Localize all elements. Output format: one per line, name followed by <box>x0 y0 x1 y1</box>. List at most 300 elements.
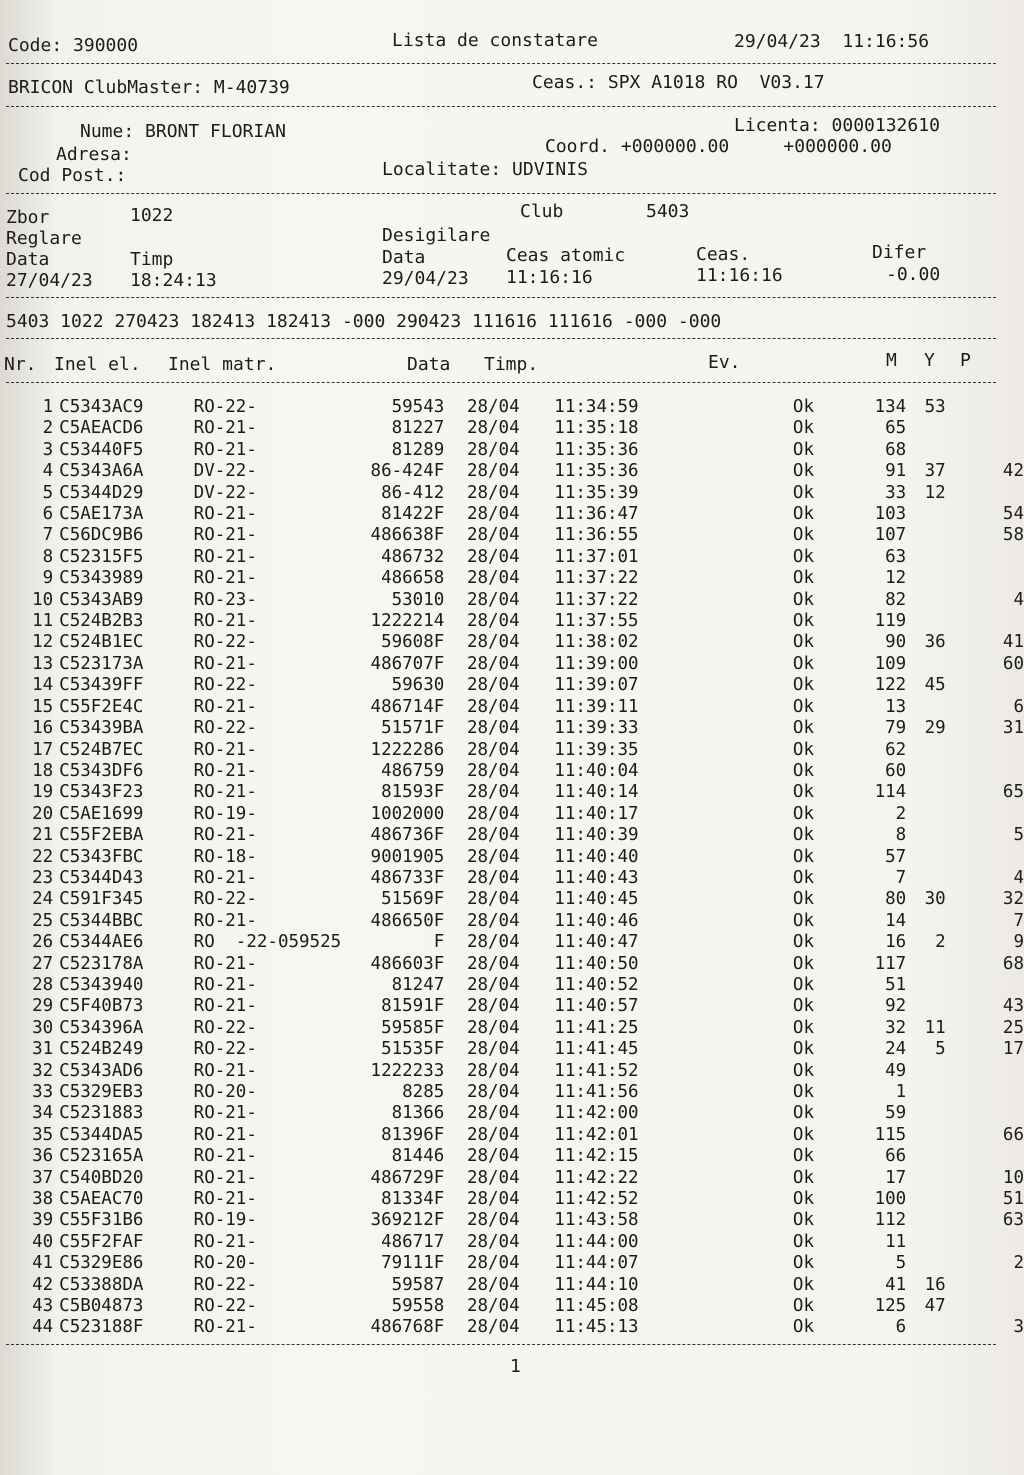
cell-el: C524B249 <box>59 1039 144 1060</box>
cell-el: C5344BBC <box>59 910 144 931</box>
cell-m: 33 <box>885 482 907 503</box>
cell-tm: 11:42:52 <box>554 1189 639 1210</box>
cell-el: C5343AD6 <box>59 1060 144 1081</box>
cell-dt: 28/04 <box>466 1231 520 1252</box>
desigilare-label: Desigilare <box>382 225 491 246</box>
table-row <box>4 782 1024 803</box>
cell-p: 63 <box>1002 1210 1024 1231</box>
cell-dt: 28/04 <box>466 589 520 610</box>
cell-ma: RO-20- <box>193 1253 257 1274</box>
cell-y: 36 <box>924 632 946 653</box>
cell-ev: Ok <box>792 889 814 910</box>
cell-el: C5343940 <box>59 974 144 995</box>
report-datetime: 29/04/23 11:16:56 <box>734 31 930 52</box>
cell-dt: 28/04 <box>466 867 520 888</box>
separator <box>6 338 996 339</box>
cell-m: 68 <box>885 439 907 460</box>
cell-tm: 11:35:36 <box>554 439 639 460</box>
cell-dt: 28/04 <box>466 910 520 931</box>
cell-nr: 23 <box>32 867 54 888</box>
table-row <box>4 996 1024 1017</box>
cell-dt: 28/04 <box>466 504 520 525</box>
cell-nr: 18 <box>32 760 54 781</box>
cell-el: C52315F5 <box>59 546 144 567</box>
cell-dt: 28/04 <box>466 418 520 439</box>
cell-tm: 11:37:22 <box>554 568 639 589</box>
cell-ma: RO-21- <box>193 439 257 460</box>
flight-label: Zbor <box>6 207 50 228</box>
cell-m: 41 <box>885 1274 907 1295</box>
cell-ev: Ok <box>792 803 814 824</box>
cell-el: C5343AC9 <box>59 397 144 417</box>
cell-ma: RO-21- <box>193 782 257 803</box>
cell-ev: Ok <box>792 739 814 760</box>
cell-dt: 28/04 <box>466 932 520 953</box>
cell-p <box>946 975 1024 996</box>
cell-p: 3 <box>1013 1317 1024 1338</box>
col-m: M <box>886 350 897 371</box>
cell-ev: Ok <box>792 611 814 632</box>
separator <box>6 382 996 383</box>
cell-tm: 11:37:55 <box>554 611 639 632</box>
cell-tm: 11:40:39 <box>554 825 639 846</box>
locality: Localitate: UDVINIS <box>382 159 588 180</box>
cell-ma: RO-22- <box>193 632 257 653</box>
cell-dt: 28/04 <box>466 1189 520 1210</box>
cell-tm: 11:40:52 <box>554 974 639 995</box>
cell-y <box>906 954 945 975</box>
table-row <box>4 740 1024 761</box>
cell-m: 13 <box>885 696 907 717</box>
cell-dt: 28/04 <box>466 1124 520 1145</box>
cell-el: C5344AE6 <box>59 932 144 953</box>
cell-el: C55F2EBA <box>59 825 144 846</box>
cell-ev: Ok <box>792 910 814 931</box>
cell-y: 2 <box>935 932 946 953</box>
cell-ma: RO-22- <box>193 1274 257 1295</box>
cell-m: 14 <box>885 910 907 931</box>
cell-ma: RO-19- <box>193 803 257 824</box>
cell-ma: RO-21- <box>193 760 257 781</box>
cell-tm: 11:36:55 <box>554 525 639 546</box>
cell-tm: 11:34:59 <box>554 397 639 417</box>
reglare-date-label: Data <box>6 249 50 270</box>
cell-tm: 11:40:46 <box>554 910 639 931</box>
cell-dt: 28/04 <box>466 482 520 503</box>
cell-nr: 7 <box>42 525 54 546</box>
cell-el: C5AE173A <box>59 504 144 525</box>
cell-ma: RO-21- <box>193 1124 257 1145</box>
cell-m: 115 <box>874 1124 907 1145</box>
cell-ma: RO-22- <box>193 1039 257 1060</box>
cell-p: 32 <box>1002 889 1024 910</box>
cell-ev: Ok <box>792 1274 814 1295</box>
cell-p: 54 <box>1002 504 1024 525</box>
cell-m: 11 <box>885 1231 907 1252</box>
cell-ma: RO-22- <box>193 889 257 910</box>
cell-nr: 44 <box>32 1317 54 1338</box>
owner-name: Nume: BRONT FLORIAN <box>80 121 286 142</box>
table-row <box>4 1103 1024 1124</box>
cell-nr: 20 <box>32 803 54 824</box>
col-nr: Nr. <box>4 354 37 375</box>
table-row <box>4 975 1024 996</box>
cell-p <box>946 804 1024 825</box>
cell-ev: Ok <box>792 1231 814 1252</box>
report-code: Code: 390000 <box>8 35 139 56</box>
cell-ma: RO-21- <box>193 867 257 888</box>
cell-tm: 11:40:40 <box>554 846 639 867</box>
table-row <box>4 911 1024 932</box>
col-inel-el: Inel el. <box>54 354 141 375</box>
cell-nr: 38 <box>32 1189 54 1210</box>
postal-code-label: Cod Post.: <box>18 165 127 186</box>
cell-p <box>946 1103 1024 1124</box>
cell-m: 82 <box>885 589 907 610</box>
col-timp: Timp. <box>484 354 539 375</box>
cell-nr: 41 <box>32 1253 54 1274</box>
cell-y: 11 <box>924 1017 946 1038</box>
cell-nm: 8285 <box>402 1082 445 1102</box>
cell-tm: 11:40:47 <box>554 932 639 953</box>
cell-dt: 28/04 <box>466 1253 520 1274</box>
cell-p <box>946 1296 1024 1317</box>
cell-ma: RO-18- <box>193 846 257 867</box>
cell-ev: Ok <box>792 418 814 439</box>
cell-dt: 28/04 <box>466 611 520 632</box>
cell-ev: Ok <box>792 589 814 610</box>
cell-m: 112 <box>874 1210 907 1231</box>
cell-nr: 5 <box>42 482 54 503</box>
cell-m: 103 <box>874 504 907 525</box>
cell-ma: DV-22- <box>193 482 257 503</box>
reglare-date: 27/04/23 <box>6 270 93 291</box>
cell-p <box>946 740 1024 761</box>
cell-ev: Ok <box>792 1017 814 1038</box>
cell-el: C524B1EC <box>59 632 144 653</box>
cell-y <box>906 1210 945 1231</box>
table-row <box>4 547 1024 568</box>
cell-y <box>906 1082 945 1103</box>
cell-nr: 19 <box>32 782 54 803</box>
cell-m: 62 <box>885 739 907 760</box>
cell-ev: Ok <box>792 1167 814 1188</box>
cell-m: 79 <box>885 718 907 739</box>
cell-ma: RO-21- <box>193 739 257 760</box>
cell-ev: Ok <box>792 1189 814 1210</box>
cell-tm: 11:40:04 <box>554 760 639 781</box>
table-row <box>4 1168 1024 1189</box>
cell-nm: 81593F <box>381 782 445 803</box>
cell-ev: Ok <box>792 504 814 525</box>
cell-nm: 81289 <box>391 439 445 460</box>
cell-dt: 28/04 <box>466 1210 520 1231</box>
cell-y <box>906 975 945 996</box>
cell-p: 4 <box>1013 589 1024 610</box>
cell-tm: 11:36:47 <box>554 504 639 525</box>
reglare-time: 18:24:13 <box>130 270 217 291</box>
cell-el: C5343DF6 <box>59 760 144 781</box>
cell-m: 5 <box>895 1253 907 1274</box>
cell-tm: 11:35:36 <box>554 461 639 482</box>
desig-date-label: Data <box>382 247 426 268</box>
cell-el: C5B04873 <box>59 1296 144 1317</box>
cell-p <box>946 547 1024 568</box>
cell-m: 32 <box>885 1017 907 1038</box>
cell-p: 4 <box>1013 867 1024 888</box>
cell-nr: 10 <box>32 589 54 610</box>
separator <box>6 297 996 298</box>
cell-nr: 3 <box>42 439 54 460</box>
cell-y: 47 <box>924 1296 946 1317</box>
cell-nm: 486707F <box>370 653 445 674</box>
cell-ev: Ok <box>792 461 814 482</box>
difference-value: -0.00 <box>886 264 941 285</box>
cell-ev: Ok <box>792 760 814 781</box>
cell-nm: 51535F <box>381 1039 445 1060</box>
cell-ev: Ok <box>792 675 814 696</box>
cell-nm: 59608F <box>381 632 445 653</box>
cell-nm: 486714F <box>370 696 445 717</box>
table-row <box>4 418 1024 439</box>
cell-ma: RO-21- <box>193 611 257 632</box>
cell-nr: 39 <box>32 1210 54 1231</box>
cell-m: 80 <box>885 889 907 910</box>
table-row <box>4 847 1024 868</box>
cell-dt: 28/04 <box>466 1017 520 1038</box>
cell-p <box>946 675 1024 696</box>
cell-m: 24 <box>885 1039 907 1060</box>
cell-nr: 15 <box>32 696 54 717</box>
atomic-clock-label: Ceas atomic <box>506 245 626 266</box>
cell-p <box>946 418 1024 439</box>
cell-m: 17 <box>885 1167 907 1188</box>
table-row <box>4 1210 1024 1231</box>
cell-ma: RO-21- <box>193 910 257 931</box>
cell-nr: 27 <box>32 953 54 974</box>
cell-dt: 28/04 <box>466 1039 520 1060</box>
table-row <box>4 1317 1024 1338</box>
cell-ma: RO-21- <box>193 525 257 546</box>
cell-nr: 4 <box>42 461 54 482</box>
cell-el: C5329E86 <box>59 1253 144 1274</box>
cell-nr: 31 <box>32 1039 54 1060</box>
cell-ma: RO-21- <box>193 1189 257 1210</box>
cell-nm: 486603F <box>370 953 445 974</box>
cell-nr: 42 <box>32 1274 54 1295</box>
cell-tm: 11:40:45 <box>554 889 639 910</box>
cell-tm: 11:44:00 <box>554 1231 639 1252</box>
cell-nr: 36 <box>32 1146 54 1167</box>
cell-ev: Ok <box>792 546 814 567</box>
cell-el: C5344D29 <box>59 482 144 503</box>
cell-dt: 28/04 <box>466 953 520 974</box>
flight-value: 1022 <box>130 205 174 226</box>
cell-nm: 486650F <box>370 910 445 931</box>
cell-tm: 11:39:33 <box>554 718 639 739</box>
cell-nm: 1222286 <box>370 739 445 760</box>
cell-ma: RO-21- <box>193 1103 257 1124</box>
cell-dt: 28/04 <box>466 1296 520 1317</box>
cell-nm: 486658 <box>381 568 445 589</box>
cell-dt: 28/04 <box>466 1082 520 1102</box>
cell-ma: RO-22- <box>193 1296 257 1317</box>
cell-nr: 30 <box>32 1017 54 1038</box>
cell-el: C5344DA5 <box>59 1124 144 1145</box>
cell-nr: 6 <box>42 504 54 525</box>
cell-ev: Ok <box>792 1210 814 1231</box>
table-row <box>4 632 1024 653</box>
cell-dt: 28/04 <box>466 397 520 417</box>
cell-ma: RO-21- <box>193 418 257 439</box>
cell-nr: 40 <box>32 1231 54 1252</box>
cell-y <box>906 1232 945 1253</box>
desig-date: 29/04/23 <box>382 268 469 289</box>
cell-m: 57 <box>885 846 907 867</box>
cell-p: 41 <box>1002 632 1024 653</box>
table-row <box>4 1189 1024 1210</box>
cell-m: 90 <box>885 632 907 653</box>
cell-tm: 11:39:07 <box>554 675 639 696</box>
table-row <box>4 932 1024 953</box>
cell-y <box>906 1253 945 1274</box>
cell-nr: 25 <box>32 910 54 931</box>
table-row <box>4 1232 1024 1253</box>
cell-tm: 11:42:00 <box>554 1103 639 1124</box>
cell-ma: DV-22- <box>193 461 257 482</box>
cell-dt: 28/04 <box>466 889 520 910</box>
table-row <box>4 397 1024 418</box>
cell-m: 119 <box>874 611 907 632</box>
table-row <box>4 1253 1024 1274</box>
cell-el: C5231883 <box>59 1103 144 1124</box>
cell-ev: Ok <box>792 1082 814 1102</box>
cell-p: 9 <box>1013 932 1024 953</box>
cell-p <box>946 1232 1024 1253</box>
cell-ma: RO-21- <box>193 953 257 974</box>
cell-ma: RO-21- <box>193 1146 257 1167</box>
cell-nm: 59585F <box>381 1017 445 1038</box>
cell-ev: Ok <box>792 1146 814 1167</box>
cell-tm: 11:41:52 <box>554 1060 639 1081</box>
cell-nm: F <box>433 932 445 953</box>
cell-tm: 11:37:22 <box>554 589 639 610</box>
cell-el: C55F31B6 <box>59 1210 144 1231</box>
cell-y <box>906 740 945 761</box>
cell-ma: RO-21- <box>193 825 257 846</box>
cell-dt: 28/04 <box>466 568 520 589</box>
cell-p: 25 <box>1002 1017 1024 1038</box>
cell-p: 68 <box>1002 953 1024 974</box>
cell-m: 12 <box>885 568 907 589</box>
cell-ma: RO-22- <box>193 1017 257 1038</box>
cell-y: 45 <box>924 675 946 696</box>
cell-nr: 22 <box>32 846 54 867</box>
cell-nr: 29 <box>32 996 54 1017</box>
cell-nm: 1222233 <box>370 1060 445 1081</box>
cell-y <box>906 654 945 675</box>
cell-ma: RO-21- <box>193 546 257 567</box>
cell-tm: 11:42:15 <box>554 1146 639 1167</box>
cell-m: 49 <box>885 1060 907 1081</box>
cell-nm: 81422F <box>381 504 445 525</box>
cell-nm: 486768F <box>370 1317 445 1338</box>
cell-ma: RO-21- <box>193 996 257 1017</box>
cell-tm: 11:37:01 <box>554 546 639 567</box>
cell-tm: 11:41:56 <box>554 1082 639 1102</box>
cell-y <box>906 611 945 632</box>
table-row <box>4 611 1024 632</box>
cell-ev: Ok <box>792 525 814 546</box>
table-row <box>4 889 1024 910</box>
cell-y <box>906 590 945 611</box>
cell-p: 43 <box>1002 996 1024 1017</box>
cell-dt: 28/04 <box>466 675 520 696</box>
cell-nr: 9 <box>42 568 54 589</box>
cell-m: 107 <box>874 525 907 546</box>
cell-ma: RO-20- <box>193 1082 257 1102</box>
cell-el: C5AE1699 <box>59 803 144 824</box>
table-row <box>4 825 1024 846</box>
cell-y: 5 <box>935 1039 946 1060</box>
cell-ev: Ok <box>792 1039 814 1060</box>
cell-el: C5AEACD6 <box>59 418 144 439</box>
cell-el: C53388DA <box>59 1274 144 1295</box>
col-y: Y <box>924 350 935 371</box>
cell-el: C5329EB3 <box>59 1082 144 1102</box>
table-row <box>4 1061 1024 1082</box>
cell-y <box>906 547 945 568</box>
cell-tm: 11:39:00 <box>554 653 639 674</box>
cell-el: C534396A <box>59 1017 144 1038</box>
table-row <box>4 1039 1024 1060</box>
cell-m: 65 <box>885 418 907 439</box>
cell-ma: RO-21- <box>193 696 257 717</box>
cell-tm: 11:40:17 <box>554 803 639 824</box>
cell-p: 60 <box>1002 653 1024 674</box>
cell-y: 53 <box>924 397 946 417</box>
cell-ev: Ok <box>792 482 814 503</box>
cell-ev: Ok <box>792 1060 814 1081</box>
cell-ev: Ok <box>792 782 814 803</box>
cell-ev: Ok <box>792 653 814 674</box>
cell-dt: 28/04 <box>466 525 520 546</box>
cell-y <box>906 504 945 525</box>
cell-nr: 16 <box>32 718 54 739</box>
cell-dt: 28/04 <box>466 1146 520 1167</box>
cell-el: C523188F <box>59 1317 144 1338</box>
cell-nm: 81591F <box>381 996 445 1017</box>
arrivals-table <box>4 397 1024 1339</box>
cell-nr: 2 <box>42 418 54 439</box>
cell-ev: Ok <box>792 1253 814 1274</box>
separator <box>6 193 996 194</box>
cell-m: 122 <box>874 675 907 696</box>
cell-el: C53440F5 <box>59 439 144 460</box>
table-row <box>4 1018 1024 1039</box>
cell-m: 109 <box>874 653 907 674</box>
cell-dt: 28/04 <box>466 1317 520 1338</box>
cell-el: C540BD20 <box>59 1167 144 1188</box>
cell-ma: RO-21- <box>193 568 257 589</box>
coordinates: Coord. +000000.00 +000000.00 <box>545 136 892 157</box>
cell-nm: 486736F <box>370 825 445 846</box>
cell-ev: Ok <box>792 439 814 460</box>
cell-nm: 51569F <box>381 889 445 910</box>
cell-el: C53439FF <box>59 675 144 696</box>
cell-ev: Ok <box>792 1296 814 1317</box>
cell-ev: Ok <box>792 932 814 953</box>
